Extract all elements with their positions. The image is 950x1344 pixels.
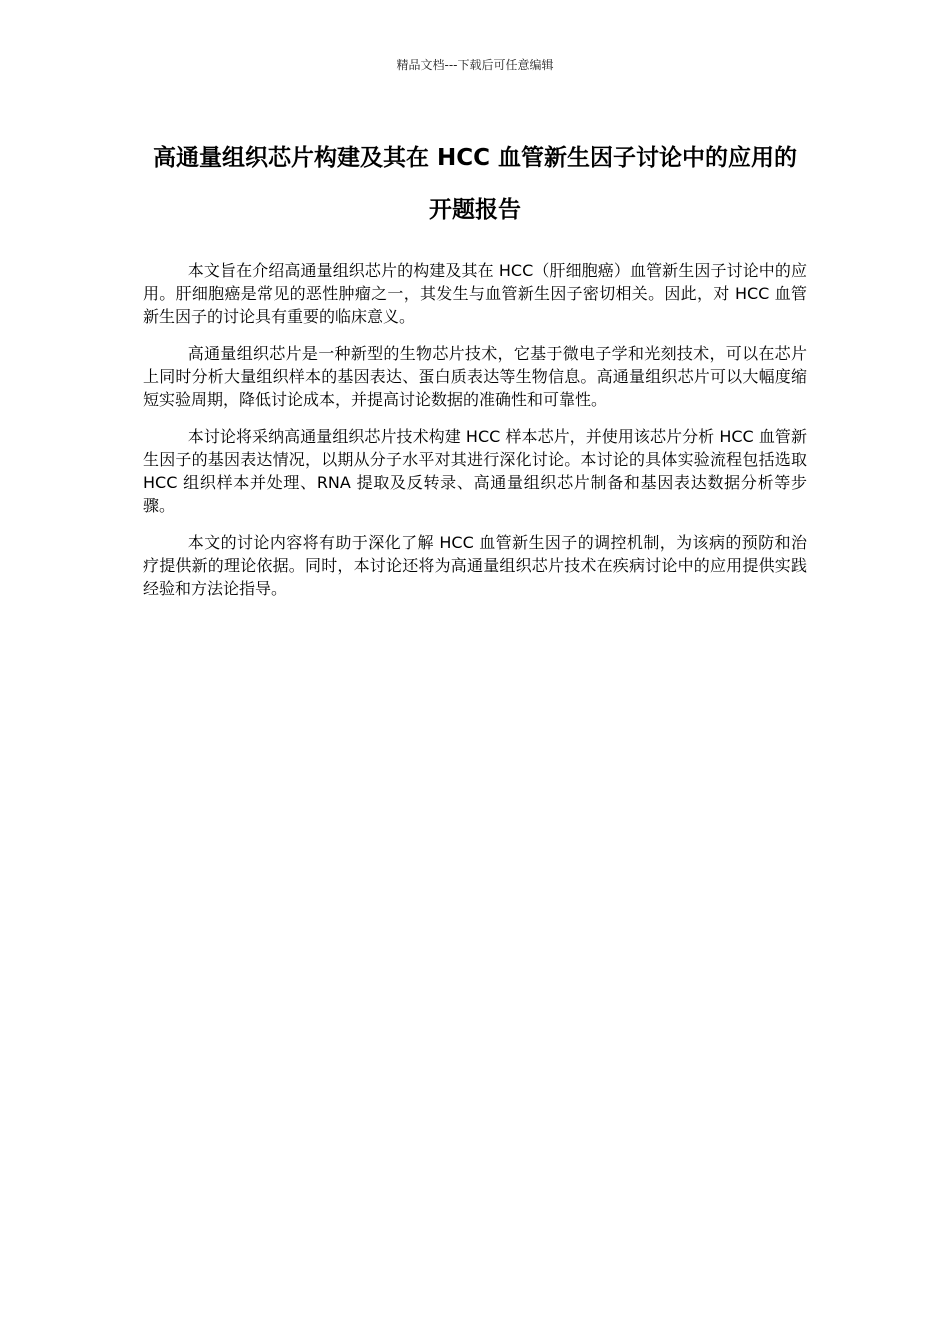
page-header: 精品文档---下载后可任意编辑 [396, 58, 554, 72]
document-title: 高通量组织芯片构建及其在 HCC 血管新生因子讨论中的应用的开题报告 [152, 145, 798, 223]
paragraph-2: 高通量组织芯片是一种新型的生物芯片技术，它基于微电子学和光刻技术，可以在芯片上同时分析大量组织样本的基因表达、蛋白质表达等生物信息。高通量组织芯片可以大幅度缩短实验周期，降低讨论成本，并提高讨论数据的准确性和可靠性。 [143, 344, 807, 409]
paragraph-1: 本文旨在介绍高通量组织芯片的构建及其在 HCC（肝细胞癌）血管新生因子讨论中的应用。肝细胞癌是常见的恶性肿瘤之一，其发生与血管新生因子密切相关。因此，对 HCC 血管新生因子的讨论具有重要的临床意义。 [143, 261, 807, 326]
document-body [143, 259, 807, 614]
paragraph-3: 本讨论将采纳高通量组织芯片技术构建 HCC 样本芯片，并使用该芯片分析 HCC 血管新生因子的基因表达情况，以期从分子水平对其进行深化讨论。本讨论的具体实验流程包括选取 HCC 组织样本并处理、RNA 提取及反转录、高通量组织芯片制备和基因表达数据分析等步骤。 [143, 427, 807, 515]
paragraph-4: 本文的讨论内容将有助于深化了解 HCC 血管新生因子的调控机制，为该病的预防和治疗提供新的理论依据。同时，本讨论还将为高通量组织芯片技术在疾病讨论中的应用提供实践经验和方法论指导。 [143, 533, 807, 598]
